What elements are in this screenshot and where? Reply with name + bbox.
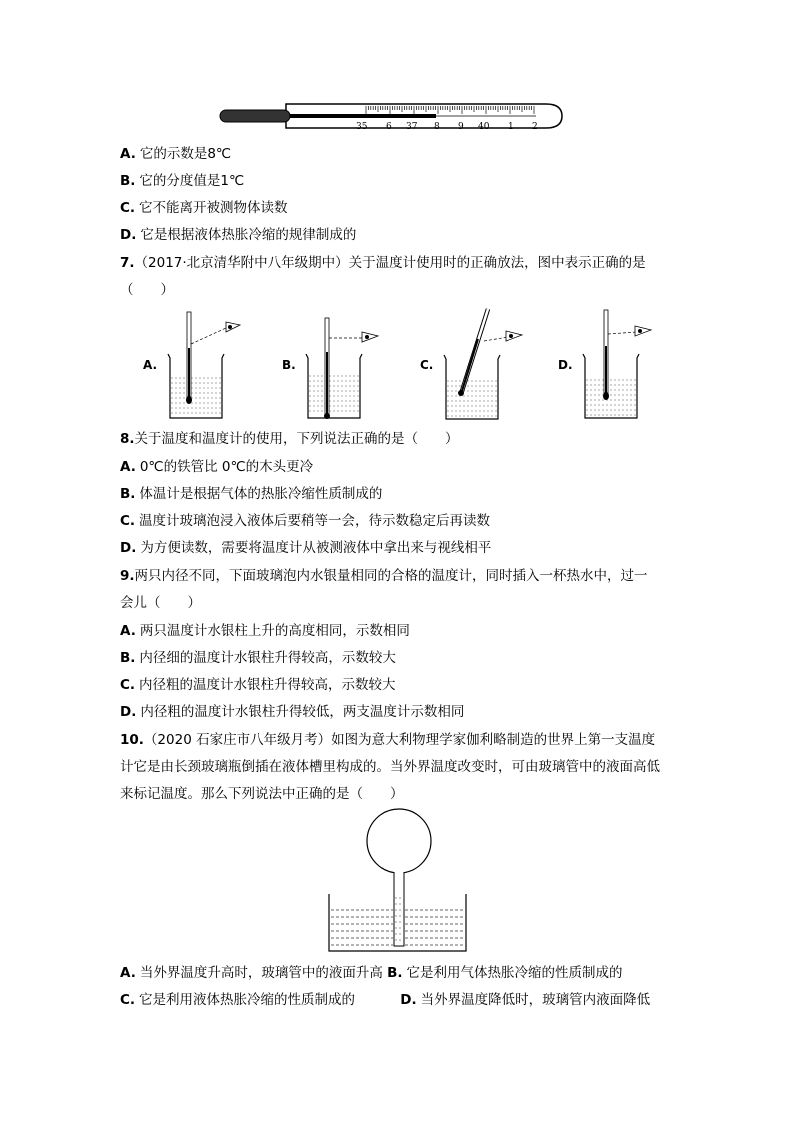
q9-option-b[interactable] — [120, 648, 396, 668]
q8-option-c[interactable] — [120, 511, 490, 531]
q8-option-d[interactable] — [120, 538, 491, 558]
figure-label-b: B. — [282, 358, 296, 372]
scale-number: 9 — [458, 122, 464, 132]
option-label: A. — [120, 146, 136, 162]
option-label: A. — [120, 459, 136, 475]
q10-stem-cont2 — [120, 784, 404, 804]
q6-option-d[interactable] — [120, 225, 356, 245]
q9-option-c[interactable] — [120, 675, 396, 695]
option-text: 体温计是根据气体的热胀冷缩性质制成的 — [139, 486, 383, 502]
question-text: 来标记温度。那么下列说法中正确的是（ ） — [120, 786, 404, 802]
question-text: 两只内径不同，下面玻璃泡内水银量相同的合格的温度计，同时插入一杯热水中，过一 — [134, 568, 648, 584]
option-label: B. — [120, 173, 136, 189]
option-label: D. — [120, 704, 137, 720]
clinical-thermometer-figure — [216, 98, 566, 134]
option-text: 为方便读数，需要将温度计从被测液体中拿出来与视线相平 — [140, 540, 492, 556]
question-number: 10. — [120, 732, 144, 748]
beaker-figure-b — [298, 308, 398, 424]
option-text: 内径粗的温度计水银柱升得较高，示数较大 — [139, 677, 396, 693]
option-text: 它的示数是8℃ — [139, 146, 232, 162]
scale-number: 1 — [508, 122, 514, 132]
q6-option-c[interactable] — [120, 198, 288, 218]
figure-label-a: A. — [143, 358, 158, 372]
q9-option-a[interactable] — [120, 621, 410, 641]
q10-options-row2 — [120, 990, 650, 1010]
question-number: 9. — [120, 568, 135, 584]
option-label: B. — [120, 650, 136, 666]
scale-number: 35 — [356, 122, 368, 132]
q9-stem-cont — [120, 593, 201, 613]
q9-option-d[interactable] — [120, 702, 464, 722]
beaker-figure-a — [160, 308, 260, 424]
q10-options-row1 — [120, 963, 623, 983]
option-text: 它是利用液体热胀冷缩的性质制成的 — [139, 992, 356, 1008]
scale-number: 40 — [478, 122, 490, 132]
q6-option-a[interactable] — [120, 144, 231, 164]
option-text: 它是根据液体热胀冷缩的规律制成的 — [140, 227, 357, 243]
q7-stem — [120, 253, 646, 273]
option-text: 它的分度值是1℃ — [139, 173, 245, 189]
option-text: 当外界温度升高时，玻璃管中的液面升高 — [139, 965, 383, 981]
option-label: B. — [387, 965, 403, 981]
question-number: 8. — [120, 431, 135, 447]
question-text: （2017·北京清华附中八年级期中）关于温度计使用时的正确放法，图中表示正确的是 — [134, 255, 646, 271]
scale-number: 8 — [434, 122, 440, 132]
q10-stem — [120, 730, 655, 750]
option-label: D. — [120, 540, 137, 556]
option-label: A. — [120, 965, 136, 981]
q8-option-a[interactable] — [120, 457, 313, 477]
beaker-figure-c — [436, 305, 536, 425]
galileo-thermoscope-figure — [326, 806, 472, 956]
option-label: C. — [120, 677, 136, 693]
answer-blank: （ ） — [120, 282, 174, 298]
q10-option-d[interactable] — [400, 992, 650, 1008]
question-text: 计它是由长颈玻璃瓶倒插在液体槽里构成的。当外界温度改变时，可由玻璃管中的液面高低 — [120, 759, 660, 775]
q9-stem — [120, 566, 648, 586]
figure-label-c: C. — [420, 358, 434, 372]
question-text: 会儿（ ） — [120, 595, 201, 611]
option-text: 它是利用气体热胀冷缩的性质制成的 — [406, 965, 623, 981]
option-label: B. — [120, 486, 136, 502]
option-label: D. — [400, 992, 417, 1008]
option-label: D. — [120, 227, 137, 243]
option-text: 它不能离开被测物体读数 — [139, 200, 288, 216]
option-text: 内径细的温度计水银柱升得较高，示数较大 — [139, 650, 396, 666]
scale-number: 2 — [532, 122, 538, 132]
option-text: 温度计玻璃泡浸入液体后要稍等一会，待示数稳定后再读数 — [139, 513, 491, 529]
option-text: 当外界温度降低时，玻璃管内液面降低 — [420, 992, 651, 1008]
q10-option-a[interactable] — [120, 965, 383, 981]
question-number: 7. — [120, 255, 135, 271]
question-text: （2020 石家庄市八年级月考）如图为意大利物理学家伽利略制造的世界上第一支温度 — [143, 732, 656, 748]
beaker-figure-d — [575, 308, 675, 424]
q8-option-b[interactable] — [120, 484, 382, 504]
q10-stem-cont — [120, 757, 660, 777]
q10-option-b[interactable] — [387, 965, 622, 981]
q8-stem — [120, 429, 459, 449]
scale-number: 6 — [386, 122, 392, 132]
option-label: C. — [120, 992, 136, 1008]
option-text: 0℃的铁管比 0℃的木头更冷 — [139, 459, 314, 475]
q6-option-b[interactable] — [120, 171, 244, 191]
q7-paren — [120, 280, 174, 300]
option-text: 内径粗的温度计水银柱升得较低，两支温度计示数相同 — [140, 704, 465, 720]
option-label: C. — [120, 513, 136, 529]
option-label: C. — [120, 200, 136, 216]
option-text: 两只温度计水银柱上升的高度相同，示数相同 — [139, 623, 410, 639]
option-label: A. — [120, 623, 136, 639]
q10-option-c[interactable] — [120, 990, 396, 1010]
scale-number: 37 — [406, 122, 418, 132]
question-text: 关于温度和温度计的使用，下列说法正确的是（ ） — [134, 431, 459, 447]
figure-label-d: D. — [558, 358, 573, 372]
